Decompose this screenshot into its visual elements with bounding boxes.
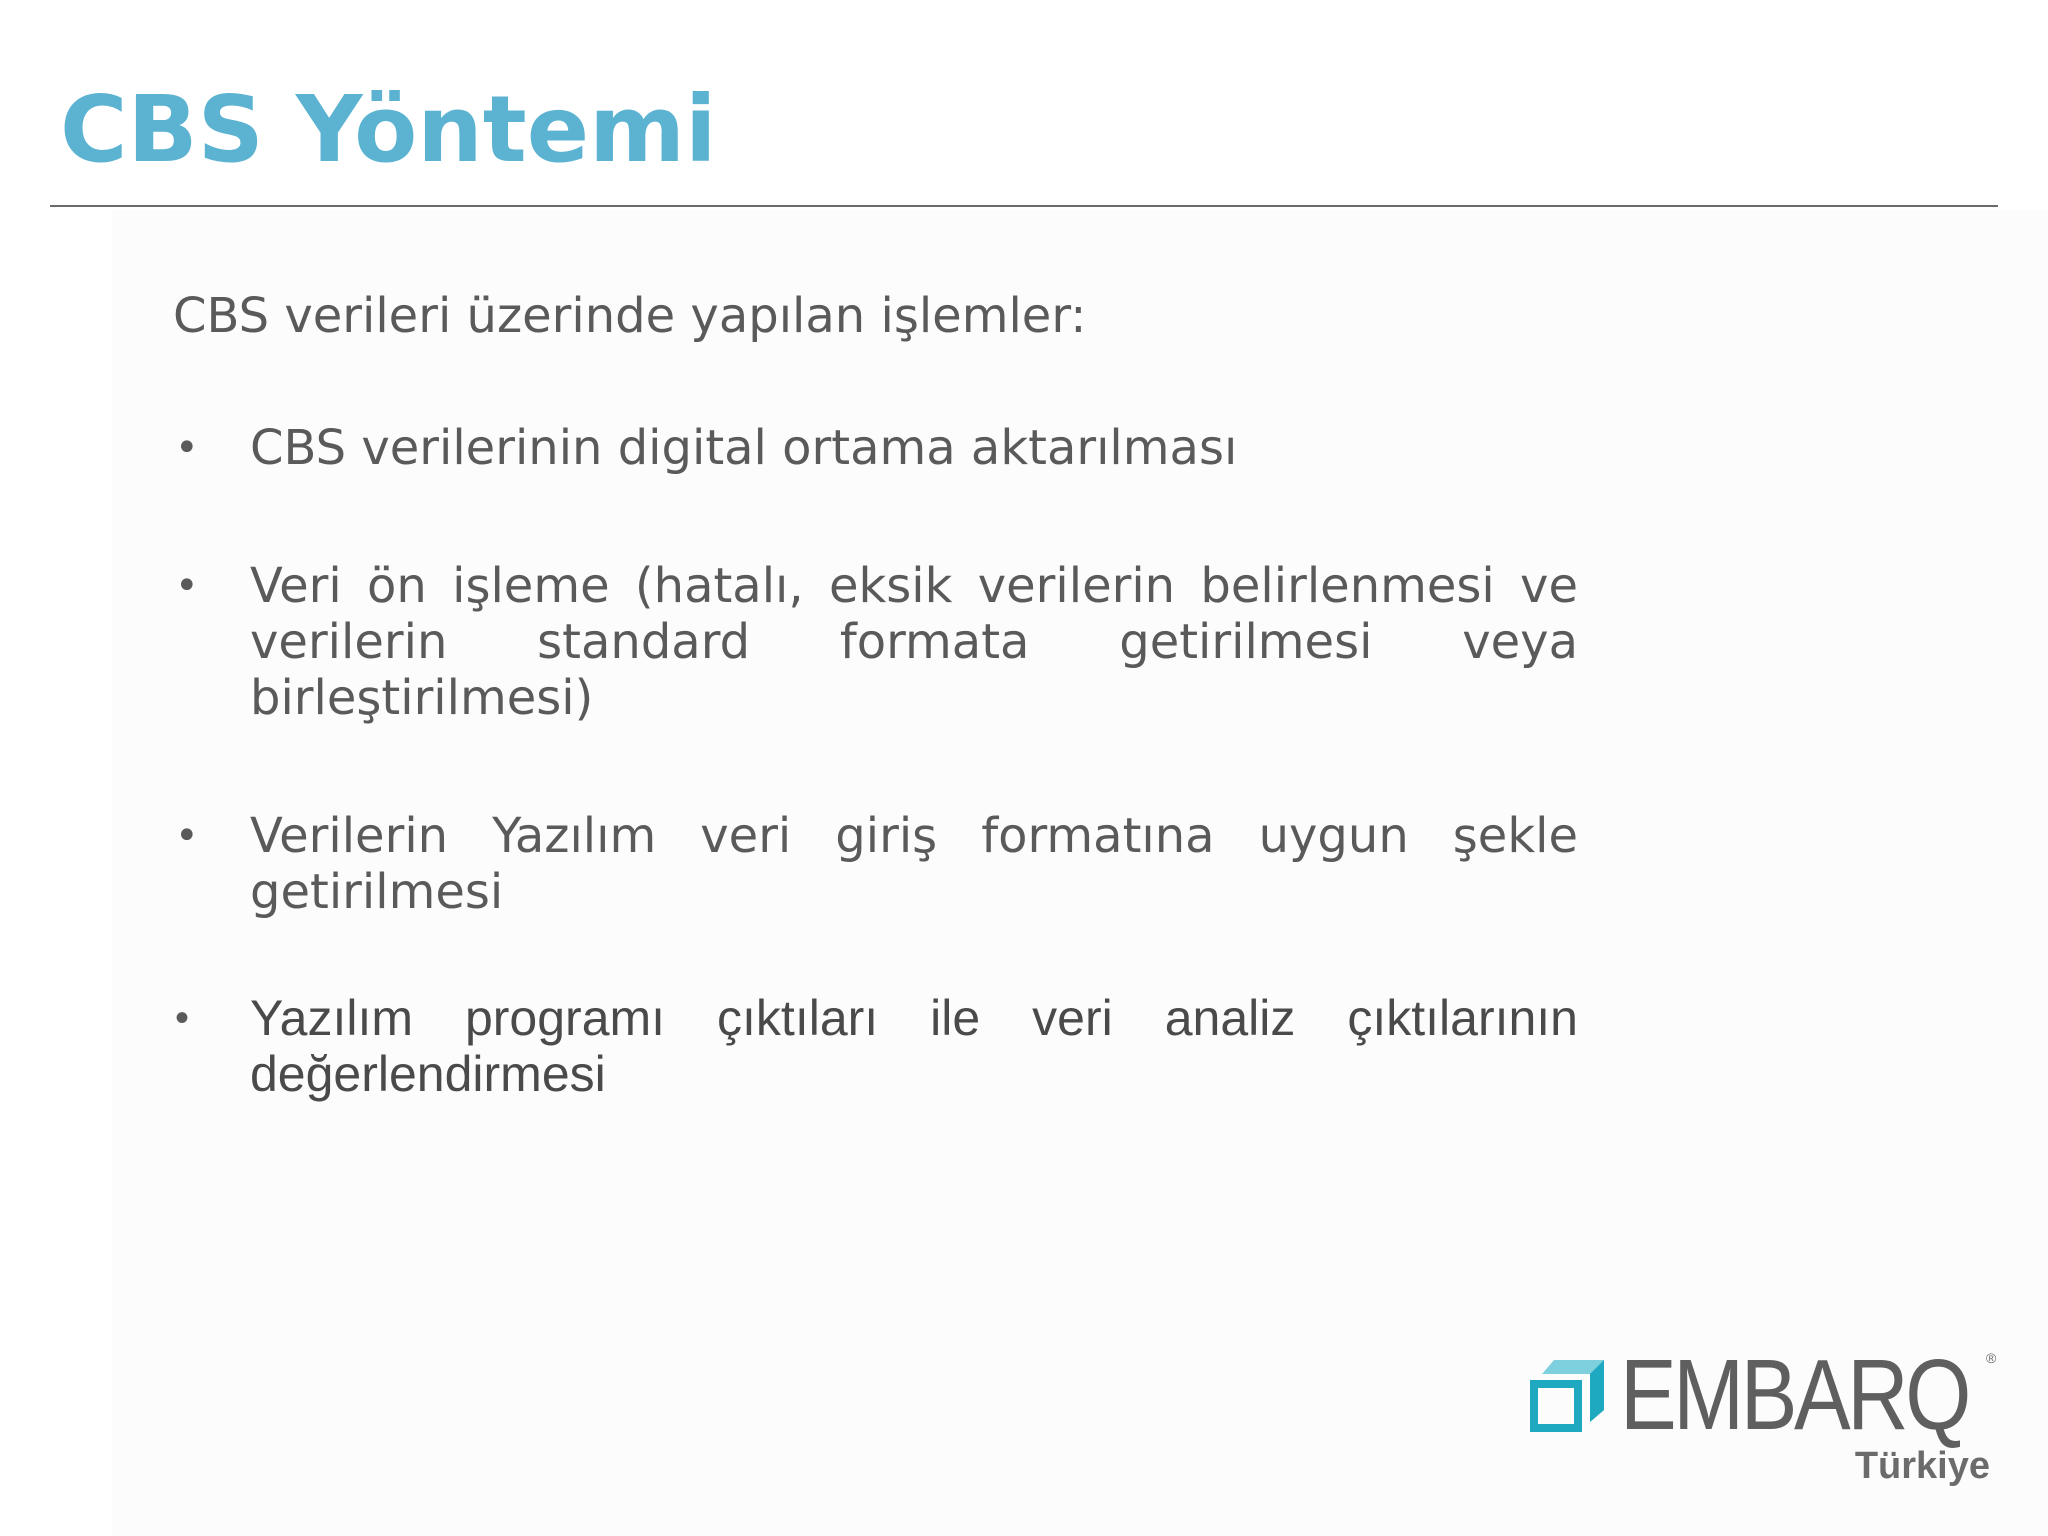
intro-text: CBS verileri üzerinde yapılan işlemler: — [173, 288, 1087, 344]
bullet-text: Veri ön işleme (hatalı, eksik verilerin belirlenmesi ve verilerin standard formata getirilmesi veya birleştirilmesi) — [250, 558, 1578, 726]
embarq-logo — [1528, 1340, 1998, 1490]
list-item — [173, 420, 1578, 476]
bullet-text: CBS verilerinin digital ortama aktarılması — [250, 420, 1238, 476]
embarq-cube-icon — [1528, 1356, 1608, 1436]
list-item — [173, 808, 1578, 920]
bullet-text: Verilerin Yazılım veri giriş formatına uygun şekle getirilmesi — [250, 808, 1578, 920]
logo-wordmark: EMBARQ — [1620, 1339, 1968, 1451]
bullet-marker: • — [175, 563, 199, 609]
slide-title: CBS Yöntemi — [60, 76, 717, 183]
logo-subtitle: Türkiye — [1854, 1445, 1990, 1487]
list-item — [173, 558, 1578, 726]
registered-mark: ® — [1986, 1350, 1997, 1366]
list-item — [173, 990, 1578, 1102]
bullet-marker: • — [175, 425, 199, 471]
title-divider — [50, 205, 1998, 207]
bullet-text: Yazılım programı çıktıları ile veri analiz çıktılarının değerlendirmesi — [250, 990, 1578, 1102]
bullet-list — [173, 420, 1578, 1184]
bullet-marker: • — [175, 813, 199, 859]
bullet-marker: • — [175, 996, 190, 1040]
